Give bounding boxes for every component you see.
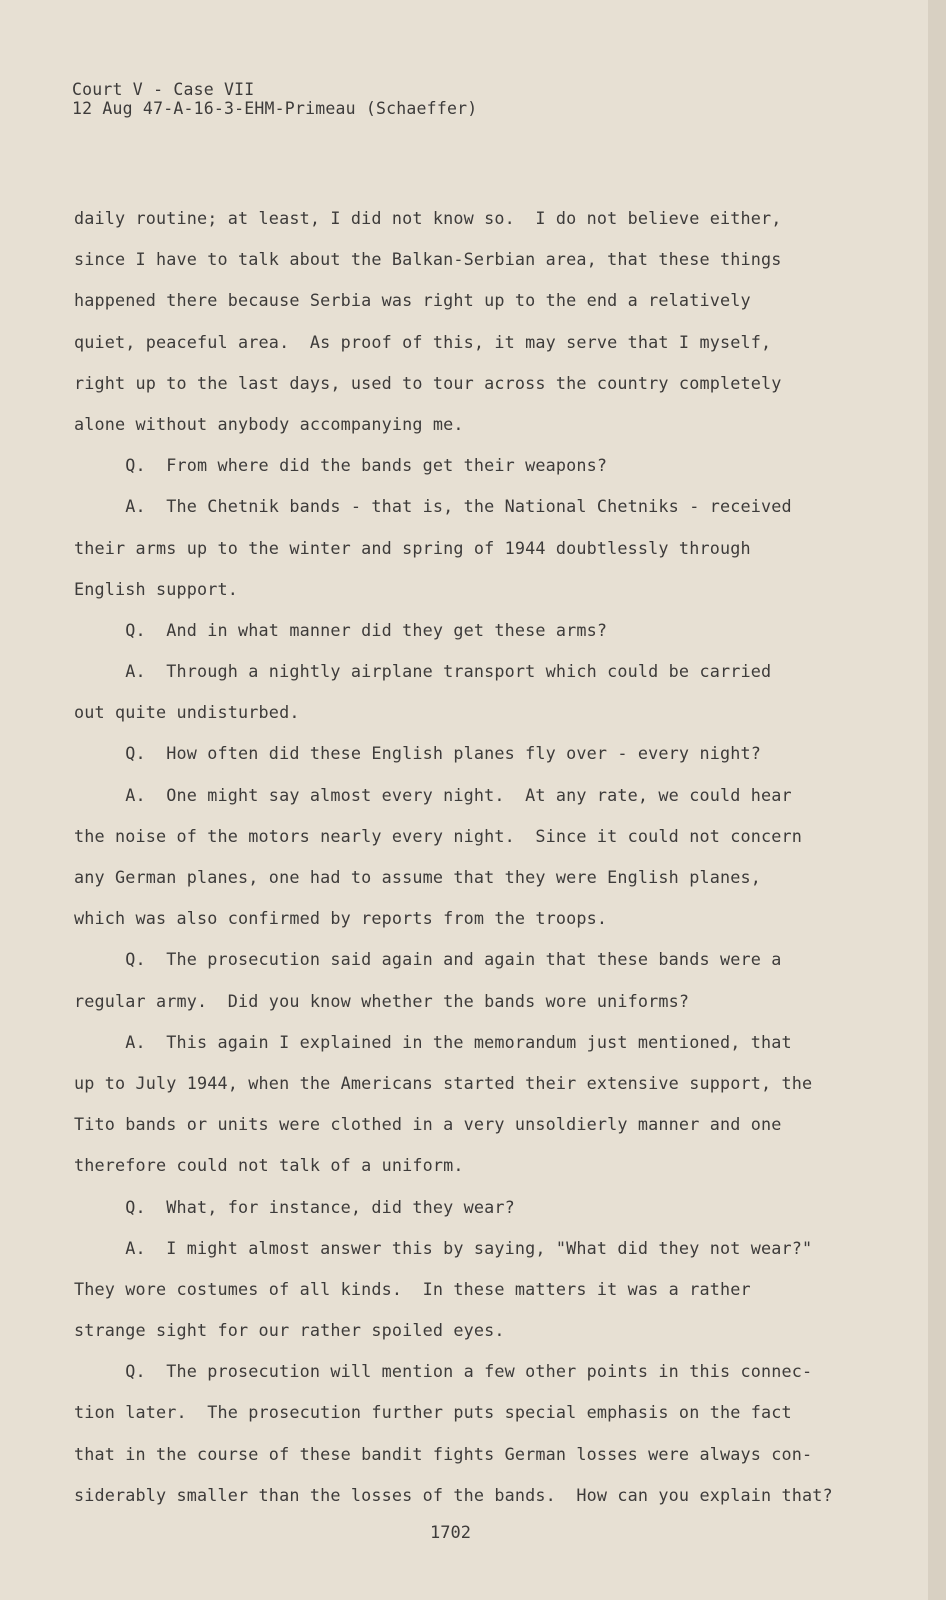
page-number: 1702 (430, 1523, 471, 1543)
transcript-line: tion later. The prosecution further puts special emphasis on the fact (74, 1402, 792, 1423)
transcript-line: Tito bands or units were clothed in a very unsoldierly manner and one (74, 1114, 782, 1135)
transcript-line: quiet, peaceful area. As proof of this, it may serve that I myself, (74, 331, 772, 352)
transcript-body (74, 198, 864, 1516)
transcript-line: English support. (74, 578, 239, 599)
transcript-line: daily routine; at least, I did not know so. I do not believe either, (74, 208, 782, 228)
transcript-line: right up to the last days, used to tour across the country completely (74, 372, 782, 393)
question-line: Q. The prosecution said again and again that these bands were a (74, 949, 782, 970)
transcript-line: the noise of the motors nearly every night. Since it could not concern (74, 825, 802, 846)
court-case-line: Court V - Case VII (72, 80, 255, 99)
answer-line: A. I might almost answer this by saying, "What did they not wear?" (74, 1237, 813, 1258)
transcript-line: happened there because Serbia was right up to the end a relatively (74, 290, 751, 311)
answer-line: A. One might say almost every night. At any rate, we could hear (74, 784, 792, 805)
transcript-line: out quite undisturbed. (74, 702, 300, 723)
transcript-line: alone without anybody accompanying me. (74, 413, 464, 434)
transcript-line: that in the course of these bandit fights German losses were always con- (74, 1443, 813, 1464)
transcript-line: regular army. Did you know whether the bands wore uniforms? (74, 990, 690, 1011)
question-line: Q. What, for instance, did they wear? (74, 1196, 515, 1217)
question-line: Q. The prosecution will mention a few other points in this connec- (74, 1361, 813, 1382)
transcript-line: which was also confirmed by reports from the troops. (74, 908, 608, 929)
answer-line: A. Through a nightly airplane transport which could be carried (74, 661, 772, 682)
transcript-line: siderably smaller than the losses of the bands. How can you explain that? (74, 1484, 833, 1505)
question-line: Q. From where did the bands get their weapons? (74, 455, 608, 476)
transcript-line: strange sight for our rather spoiled eyes. (74, 1320, 505, 1341)
question-line: Q. And in what manner did they get these arms? (74, 619, 608, 640)
question-line: Q. How often did these English planes fly over - every night? (74, 743, 761, 764)
transcript-line: since I have to talk about the Balkan-Serbian area, that these things (74, 249, 782, 270)
transcript-line: They wore costumes of all kinds. In these matters it was a rather (74, 1278, 751, 1299)
answer-line: A. This again I explained in the memorandum just mentioned, that (74, 1031, 792, 1052)
transcript-line: any German planes, one had to assume that they were English planes, (74, 867, 761, 887)
transcript-line: therefore could not talk of a uniform. (74, 1155, 464, 1176)
transcript-line: their arms up to the winter and spring of 1944 doubtlessly through (74, 537, 751, 558)
date-reference-line: 12 Aug 47-A-16-3-EHM-Primeau (Schaeffer) (72, 99, 478, 118)
answer-line: A. The Chetnik bands - that is, the National Chetniks - received (74, 496, 792, 517)
page-edge (928, 0, 946, 1600)
case-header (72, 80, 477, 118)
transcript-line: up to July 1944, when the Americans started their extensive support, the (74, 1072, 813, 1093)
